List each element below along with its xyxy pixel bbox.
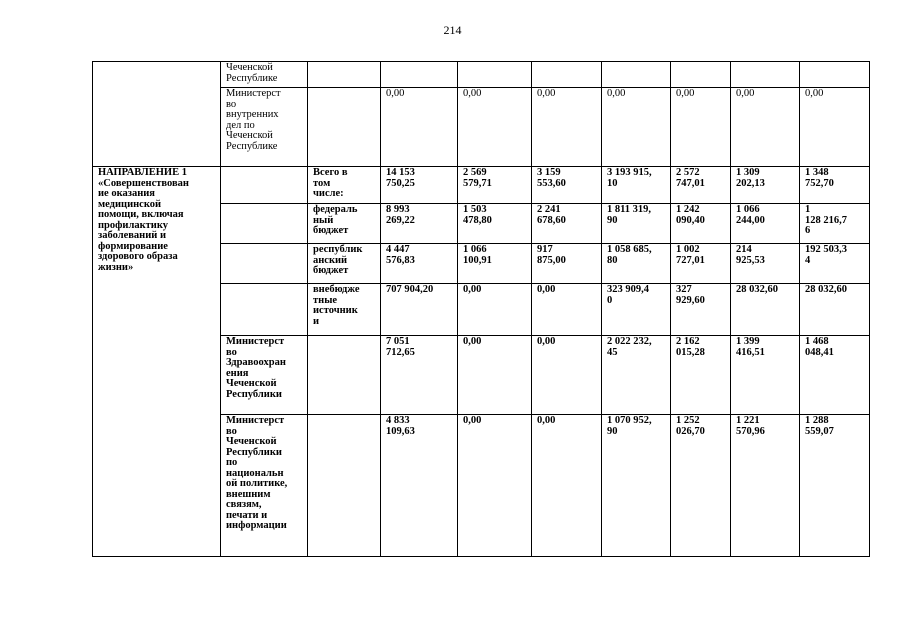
value-cell-year: 0,00 <box>532 336 602 415</box>
value-cell-year: 214 925,53 <box>731 244 800 284</box>
value-cell-year: 1 128 216,7 6 <box>800 204 870 244</box>
value-cell-year: 327 929,60 <box>671 284 731 336</box>
value-cell-year: 1 058 685, 80 <box>602 244 671 284</box>
direction-title-cell: НАПРАВЛЕНИЕ 1 «Совершенствован ие оказания медицинской помощи, включая профилактику заболеваний и формирование здорового образа жизни» <box>93 167 221 557</box>
source-cell: внебюдже тные источник и <box>308 284 381 336</box>
value-cell-year: 0,00 <box>532 88 602 167</box>
value-cell-year: 2 022 232, 45 <box>602 336 671 415</box>
executor-cell <box>221 204 308 244</box>
value-cell-year: 0,00 <box>731 88 800 167</box>
executor-cell: Чеченской Республике <box>221 62 308 88</box>
value-cell-year: 1 503 478,80 <box>458 204 532 244</box>
value-cell-total: 8 993 269,22 <box>381 204 458 244</box>
value-cell-year: 1 070 952, 90 <box>602 415 671 557</box>
value-cell-year: 0,00 <box>458 284 532 336</box>
value-cell-year: 1 066 244,00 <box>731 204 800 244</box>
value-cell-year: 1 066 100,91 <box>458 244 532 284</box>
executor-cell <box>221 244 308 284</box>
value-cell-year: 0,00 <box>800 88 870 167</box>
value-cell-year: 192 503,3 4 <box>800 244 870 284</box>
value-cell-year: 0,00 <box>458 415 532 557</box>
value-cell-year <box>602 62 671 88</box>
value-cell-year: 2 241 678,60 <box>532 204 602 244</box>
value-cell-year <box>458 62 532 88</box>
source-cell: республик анский бюджет <box>308 244 381 284</box>
value-cell-total: 4 833 109,63 <box>381 415 458 557</box>
page-number: 214 <box>443 23 462 37</box>
value-cell-year <box>671 62 731 88</box>
value-cell-year: 0,00 <box>458 336 532 415</box>
executor-cell: Министерст во внутренних дел по Чеченской Республике <box>221 88 308 167</box>
value-cell-year <box>731 62 800 88</box>
value-cell-year: 1 242 090,40 <box>671 204 731 244</box>
value-cell-year <box>532 62 602 88</box>
executor-cell: Министерст во Чеченской Республики по национальн ой политике, внешним связям, печати и информации <box>221 415 308 557</box>
value-cell-year: 0,00 <box>458 88 532 167</box>
source-cell <box>308 336 381 415</box>
executor-cell <box>221 284 308 336</box>
source-cell: федераль ный бюджет <box>308 204 381 244</box>
value-cell-year: 917 875,00 <box>532 244 602 284</box>
value-cell-year: 1 468 048,41 <box>800 336 870 415</box>
value-cell-year: 0,00 <box>532 284 602 336</box>
value-cell-year: 1 252 026,70 <box>671 415 731 557</box>
value-cell-year: 1 309 202,13 <box>731 167 800 204</box>
value-cell-total: 4 447 576,83 <box>381 244 458 284</box>
value-cell-year: 1 348 752,70 <box>800 167 870 204</box>
value-cell-year: 323 909,4 0 <box>602 284 671 336</box>
value-cell-year: 2 162 015,28 <box>671 336 731 415</box>
value-cell-year: 3 159 553,60 <box>532 167 602 204</box>
value-cell-year: 0,00 <box>532 415 602 557</box>
value-cell-year: 1 811 319, 90 <box>602 204 671 244</box>
value-cell-total: 7 051 712,65 <box>381 336 458 415</box>
value-cell-total: 14 153 750,25 <box>381 167 458 204</box>
value-cell-year: 0,00 <box>602 88 671 167</box>
table-row <box>93 62 870 88</box>
value-cell-year: 1 288 559,07 <box>800 415 870 557</box>
source-cell <box>308 62 381 88</box>
value-cell-total: 0,00 <box>381 88 458 167</box>
value-cell-total <box>381 62 458 88</box>
value-cell-year: 1 002 727,01 <box>671 244 731 284</box>
source-cell <box>308 415 381 557</box>
program-cell <box>93 62 221 167</box>
source-cell: Всего в том числе: <box>308 167 381 204</box>
value-cell-year: 0,00 <box>671 88 731 167</box>
value-cell-year: 28 032,60 <box>731 284 800 336</box>
value-cell-year: 2 569 579,71 <box>458 167 532 204</box>
value-cell-year: 2 572 747,01 <box>671 167 731 204</box>
source-cell <box>308 88 381 167</box>
executor-cell: Министерст во Здравоохран ения Чеченской Республики <box>221 336 308 415</box>
table-row <box>93 167 870 204</box>
value-cell-total: 707 904,20 <box>381 284 458 336</box>
value-cell-year: 3 193 915, 10 <box>602 167 671 204</box>
value-cell-year: 1 221 570,96 <box>731 415 800 557</box>
value-cell-year: 1 399 416,51 <box>731 336 800 415</box>
executor-cell <box>221 167 308 204</box>
budget-table <box>92 61 870 557</box>
value-cell-year <box>800 62 870 88</box>
value-cell-year: 28 032,60 <box>800 284 870 336</box>
